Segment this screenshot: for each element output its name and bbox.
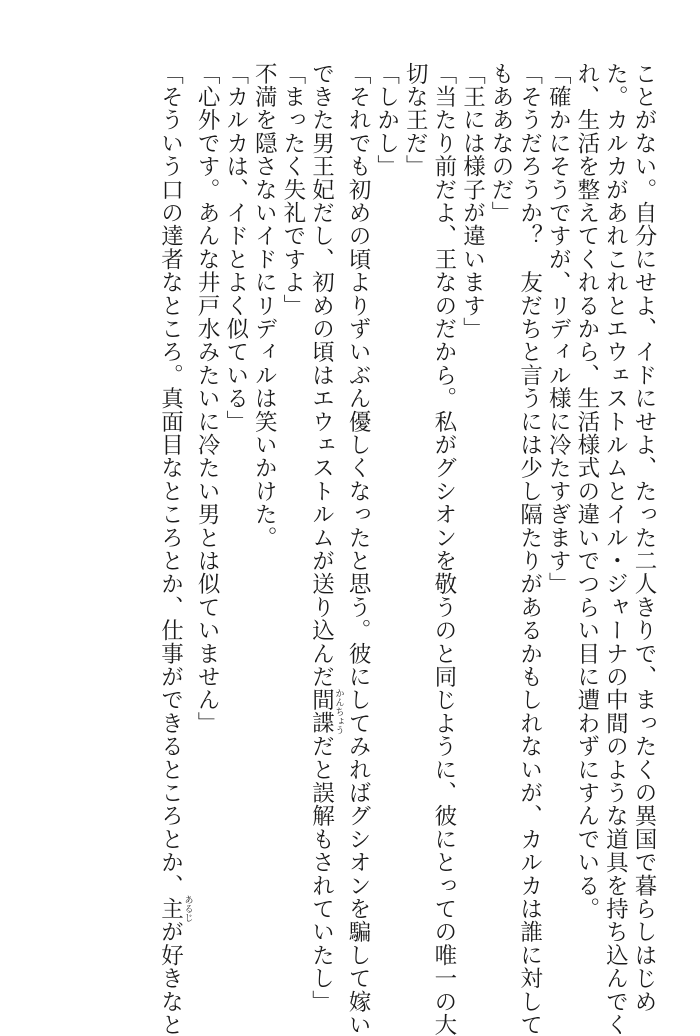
text-line: 「王には様子が違います」: [459, 62, 486, 341]
ruby-annotation: 主 あるじ: [157, 895, 193, 923]
text-line: 「しかし」: [373, 62, 400, 178]
text-line: 「そういう口の達者なところ。真面目なところとか、仕事ができるところとか、主 あるじが好きなと: [157, 62, 193, 1036]
text-line: 「心外です。あんな井戸水みたいに冷たい男とは似ていません」: [194, 62, 221, 735]
text-line: 「まったく失礼ですよ」: [279, 62, 306, 318]
text-line: 「カルカは、イドとよく似ている」: [222, 62, 249, 434]
text-line: れ、生活を整えてくれるから、生活様式の違いでつらい目に遭わずにすんでいる。: [573, 62, 600, 921]
text-line: た。カルカがあれこれとエウェストルムとイル・ジャーナの中間のような道具を持ち込んでく: [602, 62, 629, 1036]
text-line: 「それでも初めの頃よりずいぶん優しくなったと思う。彼にしてみればグシオンを騙して嫁い: [345, 62, 372, 1036]
text-line: もああなのだ」: [488, 62, 515, 225]
text-line: 切な王だ」: [402, 62, 429, 178]
vertical-text-block: [156, 62, 658, 1036]
text-line: できた男王妃だし、初めの頃はエウェストルムが送り込んだ間諜 かんちょうだと誤解もされていたし」: [308, 62, 344, 1014]
text-line: ことがない。自分にせよ、イドにせよ、たった二人きりで、まったくの異国で暮らしはじめ: [631, 62, 657, 1014]
ruby-reading: かんちょう: [333, 688, 344, 735]
text-line: 「当たり前だよ、王なのだから。私がグシオンを敬うのと同じように、彼にとっての唯一の大: [430, 62, 457, 1036]
ruby-annotation: 間諜 かんちょう: [308, 688, 344, 735]
text-line: 「確かにそうですが、リディル様に冷たすぎます」: [545, 62, 572, 596]
text-line: 不満を隠さないイドにリディルは笑いかけた。: [251, 62, 278, 550]
text-line: 「そうだろうか？ 友だちと言うには少し隔たりがあるかもしれないが、カルカは誰に対して: [516, 62, 543, 1036]
ruby-reading: あるじ: [182, 895, 193, 923]
